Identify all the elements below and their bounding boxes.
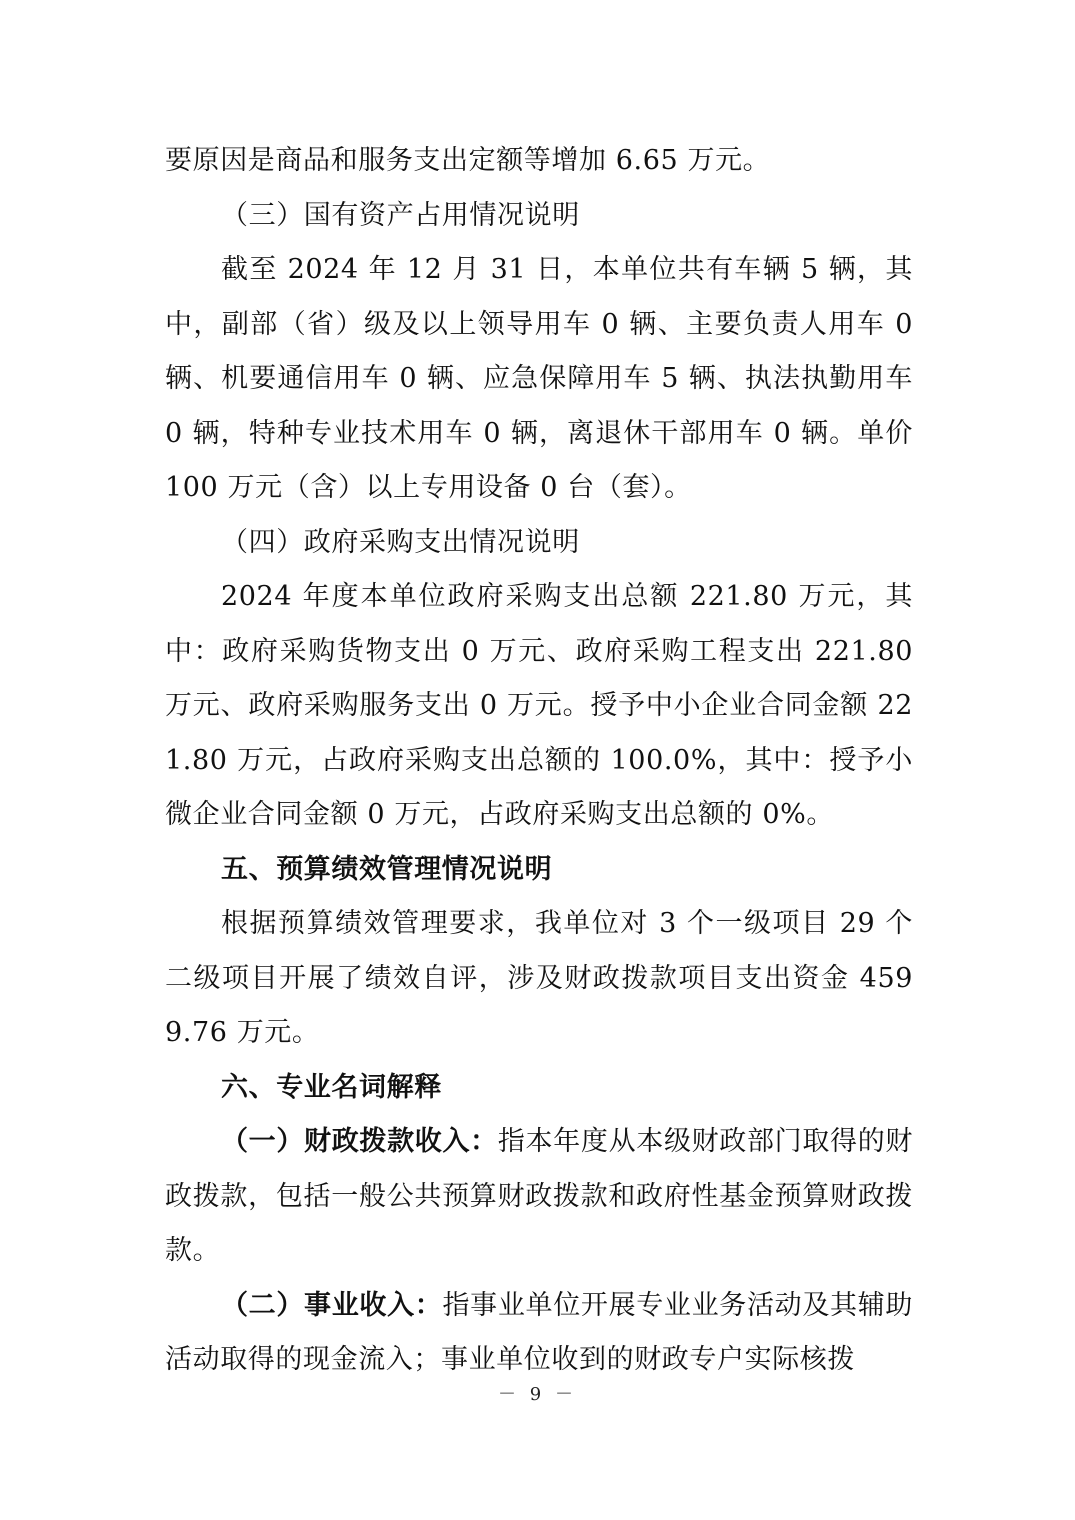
paragraph-performance: 根据预算绩效管理要求，我单位对 3 个一级项目 29 个二级项目开展了绩效自评，涉及财政拨款项目支出资金 4599.76 万元。 — [165, 908, 913, 1048]
subheading-government-procurement: （四）政府采购支出情况说明 — [221, 526, 580, 558]
glossary-term: （二）事业收入： — [221, 1289, 443, 1321]
section-heading-performance: 五、预算绩效管理情况说明 — [221, 853, 553, 885]
page-number: － 9 － — [498, 1384, 577, 1405]
paragraph-vehicles: 截至 2024 年 12 月 31 日，本单位共有车辆 5 辆，其中，副部（省）级及以上领导用车 0 辆、主要负责人用车 0 辆、机要通信用车 0 辆、应急保障用车 5 辆、执法执勤用车 0 辆，特种专业技术用车 0 辆，离退休干部用车 0 辆。单价 100 万元（含）以上专用设备 0 台（套）。 — [165, 254, 913, 503]
glossary-item-fiscal-appropriation — [165, 1115, 913, 1279]
glossary-definition: 指本年度从本级财政部门取得的财政拨款，包括一般公共预算财政拨款和政府性基金预算财政拨款。 — [165, 1126, 914, 1266]
subheading-state-assets: （三）国有资产占用情况说明 — [221, 199, 580, 231]
section-heading-glossary: 六、专业名词解释 — [221, 1071, 442, 1103]
glossary-definition: 指事业单位开展专业业务活动及其辅助活动取得的现金流入；事业单位收到的财政专户实际核拨 — [165, 1289, 913, 1375]
glossary-item-business-income — [165, 1279, 913, 1388]
paragraph-procurement: 2024 年度本单位政府采购支出总额 221.80 万元，其中：政府采购货物支出 0 万元、政府采购工程支出 221.80 万元、政府采购服务支出 0 万元。授予中小企业合同金额 221.80 万元，占政府采购支出总额的 100.0%，其中：授予小微企业合同金额 0 万元，占政府采购支出总额的 0%。 — [165, 581, 913, 830]
paragraph-continuation: 要原因是商品和服务支出定额等增加 6.65 万元。 — [165, 145, 771, 176]
document-body — [165, 134, 913, 1388]
glossary-term: （一）财政拨款收入： — [221, 1126, 498, 1157]
